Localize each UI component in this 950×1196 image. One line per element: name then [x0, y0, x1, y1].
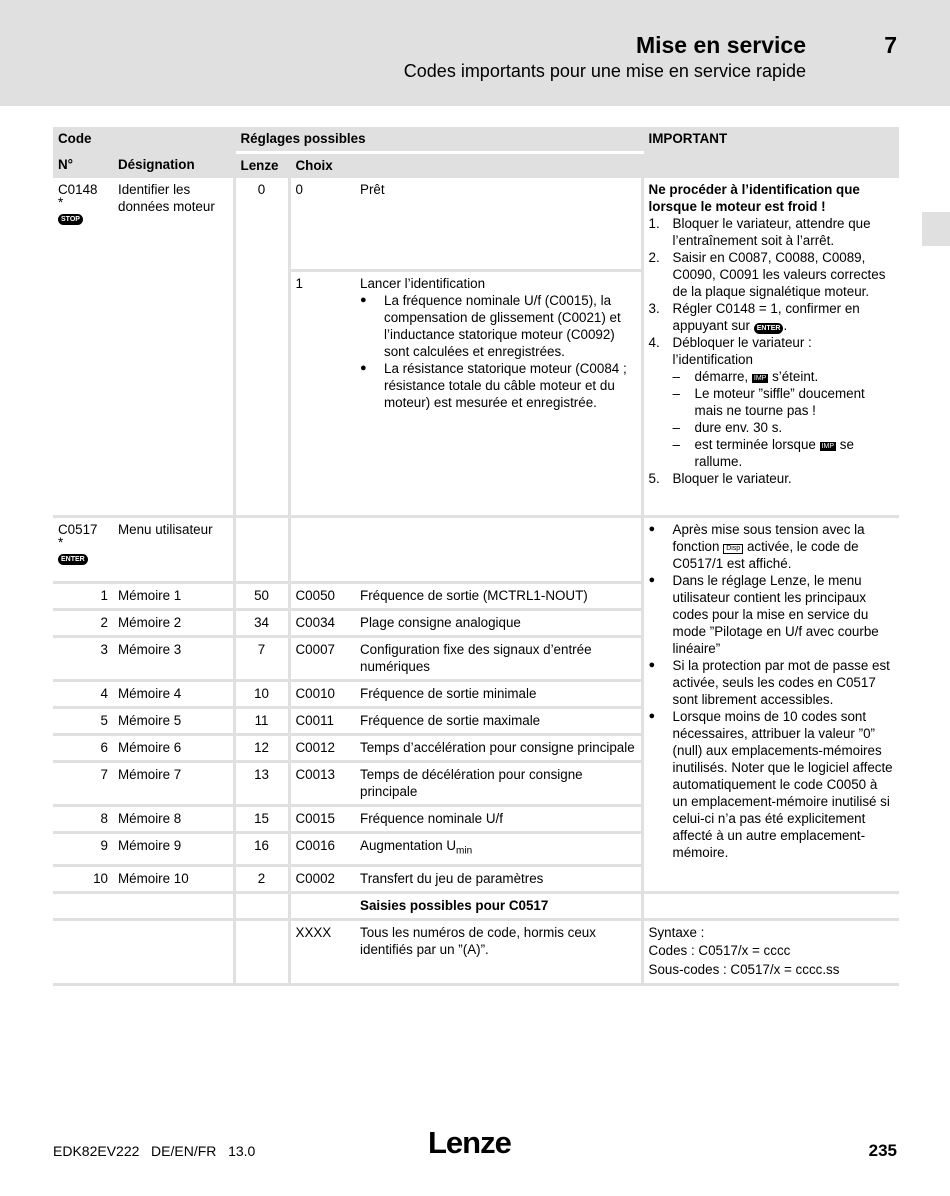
empty-cell — [234, 919, 289, 985]
memory-description: Configuration fixe des signaux d’entrée numériques — [355, 637, 642, 681]
memory-code: C0010 — [289, 681, 355, 708]
codes-table — [53, 127, 899, 986]
memory-label: Mémoire 4 — [113, 681, 234, 708]
choice-text-1 — [355, 271, 642, 517]
memory-label: Mémoire 2 — [113, 610, 234, 637]
empty-cell — [289, 892, 355, 919]
empty-cell — [642, 892, 899, 919]
memory-code: C0012 — [289, 735, 355, 762]
memory-description: Plage consigne analogique — [355, 610, 642, 637]
disp-key-icon: Disp — [723, 544, 743, 554]
header-important: IMPORTANT — [642, 127, 899, 178]
dash-mark: – — [672, 369, 680, 384]
list-item: ● Lorsque moins de 10 codes sont nécessaires, attribuer la valeur ”0” (null) aux emplacements-mémoires inutilisés. Noter que le logiciel affecte automatiquement le code C0050 à un emplacement-mémoire inutilisé si celui-ci n’a pas été explicitement affecté à un autre emplacement-mémoire. — [649, 708, 895, 861]
step-number: 2. — [648, 250, 660, 265]
memory-code: C0007 — [289, 637, 355, 681]
table-row-c0517 — [53, 517, 899, 583]
empty-cell — [53, 892, 113, 919]
memory-label: Mémoire 6 — [113, 735, 234, 762]
header-code: Code — [53, 127, 234, 153]
code-cell-c0517 — [53, 517, 113, 583]
table-row-inputs-heading — [53, 892, 899, 919]
header-lenze: Lenze — [234, 153, 289, 179]
description-subscript: min — [456, 845, 473, 857]
empty-cell — [113, 919, 234, 985]
sub-step-text: démarre, — [694, 369, 749, 384]
sub-step — [673, 368, 895, 385]
important-heading: Ne procéder à l’identification que lorsque le moteur est froid ! — [648, 182, 860, 214]
chapter-number: 7 — [884, 32, 897, 58]
inputs-heading: Saisies possibles pour C0517 — [355, 892, 642, 919]
memory-code: C0002 — [289, 865, 355, 892]
document-reference: EDK82EV222 DE/EN/FR 13.0 — [53, 1143, 256, 1159]
important-c0517 — [642, 517, 899, 893]
sub-step-text-end: se rallume. — [694, 437, 854, 469]
memory-description — [355, 833, 642, 866]
code-c0148: C0148 — [58, 182, 98, 197]
memory-label: Mémoire 9 — [113, 833, 234, 866]
stop-key-icon: STOP — [58, 214, 83, 225]
memory-number: 4 — [53, 681, 113, 708]
chapter-tab-marker — [922, 212, 950, 246]
page-header — [0, 0, 950, 106]
memory-code: C0034 — [289, 610, 355, 637]
lenze-c0148: 0 — [234, 178, 289, 517]
step-item — [649, 300, 895, 334]
memory-description: Fréquence de sortie (MCTRL1-NOUT) — [355, 583, 642, 610]
step-text: Débloquer le variateur : l’identification — [672, 335, 812, 367]
designation-c0148: Identifier les données moteur — [113, 178, 234, 517]
dash-mark: – — [672, 437, 680, 452]
table-header-row-1 — [53, 127, 899, 153]
page-number: 235 — [868, 1141, 897, 1160]
lenze-logo: Lenze — [428, 1125, 511, 1160]
designation-c0517: Menu utilisateur — [113, 517, 234, 583]
header-choice: Choix — [289, 153, 642, 179]
lenze-value: 10 — [234, 681, 289, 708]
memory-label: Mémoire 3 — [113, 637, 234, 681]
lenze-value: 7 — [234, 637, 289, 681]
syntax-line: Syntaxe : — [648, 924, 705, 940]
step-number: 5. — [648, 471, 660, 486]
syntax-cell — [642, 919, 899, 985]
lenze-value: 50 — [234, 583, 289, 610]
list-item — [649, 521, 895, 572]
choice-c0517-empty — [289, 517, 642, 583]
step-text-end: . — [783, 318, 788, 333]
step-number: 4. — [648, 335, 660, 350]
sub-step-text: Le moteur ”siffle” doucement mais ne tourne pas ! — [694, 386, 865, 418]
memory-number: 2 — [53, 610, 113, 637]
memory-label: Mémoire 10 — [113, 865, 234, 892]
table-row-c0148-opt0 — [53, 178, 899, 271]
sub-step-text-end: s’éteint. — [772, 369, 819, 384]
memory-description: Fréquence de sortie minimale — [355, 681, 642, 708]
memory-code: C0013 — [289, 762, 355, 806]
memory-number: 3 — [53, 637, 113, 681]
memory-label: Mémoire 5 — [113, 708, 234, 735]
choice-value-1: 1 — [289, 271, 355, 517]
important-c0148 — [642, 178, 899, 517]
empty-cell — [113, 892, 234, 919]
memory-code: C0016 — [289, 833, 355, 866]
syntax-line: Codes : C0517/x = cccc — [648, 943, 791, 959]
sub-step-text: dure env. 30 s. — [694, 420, 783, 435]
code-cell-c0148 — [53, 178, 113, 517]
sub-step-text: est terminée lorsque — [694, 437, 816, 452]
memory-code: C0015 — [289, 806, 355, 833]
enter-key-icon: ENTER — [58, 554, 88, 565]
lenze-value: 34 — [234, 610, 289, 637]
memory-description: Temps de décélération pour consigne principale — [355, 762, 642, 806]
imp-indicator-icon: IMP — [821, 443, 835, 450]
memory-label: Mémoire 8 — [113, 806, 234, 833]
header-settings: Réglages possibles — [234, 127, 642, 153]
step-text: Bloquer le variateur, attendre que l’entraînement soit à l’arrêt. — [672, 216, 871, 248]
page-subtitle: Codes importants pour une mise en service rapide — [403, 61, 806, 81]
step-text: Saisir en C0087, C0088, C0089, C0090, C0091 les valeurs correctes de la plaque signalétique moteur. — [672, 250, 886, 299]
step-text: Bloquer le variateur. — [672, 471, 792, 486]
lenze-value: 2 — [234, 865, 289, 892]
bullet-text-end: activée, le code de C0517/1 est affiché. — [672, 539, 859, 571]
step-text: Régler C0148 = 1, confirmer en appuyant sur — [672, 301, 860, 333]
memory-number: 10 — [53, 865, 113, 892]
enter-key-icon: ENTER — [754, 323, 784, 334]
memory-code: C0050 — [289, 583, 355, 610]
memory-number: 7 — [53, 762, 113, 806]
memory-label: Mémoire 1 — [113, 583, 234, 610]
sub-step — [673, 419, 895, 436]
code-star: * — [58, 535, 64, 550]
table-row-xxxx — [53, 919, 899, 985]
step-number: 1. — [648, 216, 660, 231]
step-number: 3. — [648, 301, 660, 316]
syntax-line: Sous-codes : C0517/x = cccc.ss — [648, 961, 840, 977]
choice-label: Lancer l’identification — [360, 276, 486, 291]
list-item: ● Dans le réglage Lenze, le menu utilisateur contient les principaux codes pour la mise en service du mode ”Pilotage en U/f avec courbe linéaire” — [649, 572, 895, 657]
code-star: * — [58, 195, 64, 210]
step-item — [649, 470, 895, 487]
header-designation: Désignation — [113, 153, 234, 179]
choice-text-0: Prêt — [355, 178, 642, 271]
list-item: ● La résistance statorique moteur (C0084 ; résistance totale du câble moteur et du moteur) est mesurée et enregistrée. — [360, 360, 636, 411]
step-item — [649, 215, 895, 249]
memory-number: 1 — [53, 583, 113, 610]
memory-number: 6 — [53, 735, 113, 762]
sub-step — [673, 436, 895, 470]
step-item — [649, 249, 895, 300]
sub-step — [673, 385, 895, 419]
memory-number: 5 — [53, 708, 113, 735]
memory-description: Fréquence de sortie maximale — [355, 708, 642, 735]
lenze-value: 16 — [234, 833, 289, 866]
page-title: Mise en service — [635, 32, 806, 58]
lenze-value: 11 — [234, 708, 289, 735]
xxxx-code: XXXX — [289, 919, 355, 985]
list-item: ● La fréquence nominale U/f (C0015), la compensation de glissement (C0021) et l’inductance statorique moteur (C0092) sont calculées et enregistrées. — [360, 292, 636, 360]
imp-indicator-icon: IMP — [753, 375, 767, 382]
memory-description: Temps d’accélération pour consigne principale — [355, 735, 642, 762]
list-item: ● Si la protection par mot de passe est activée, seuls les codes en C0517 sont librement accessibles. — [649, 657, 895, 708]
choice-value-0: 0 — [289, 178, 355, 271]
dash-mark: – — [672, 386, 680, 401]
memory-description: Fréquence nominale U/f — [355, 806, 642, 833]
xxxx-description: Tous les numéros de code, hormis ceux identifiés par un ”(A)”. — [355, 919, 642, 985]
memory-code: C0011 — [289, 708, 355, 735]
memory-label: Mémoire 7 — [113, 762, 234, 806]
dash-mark: – — [672, 420, 680, 435]
lenze-value: 12 — [234, 735, 289, 762]
header-no: N° — [53, 153, 113, 179]
empty-cell — [53, 919, 113, 985]
step-item — [649, 334, 895, 470]
code-c0517: C0517 — [58, 522, 98, 537]
empty-cell — [234, 892, 289, 919]
memory-description: Transfert du jeu de paramètres — [355, 865, 642, 892]
memory-number: 8 — [53, 806, 113, 833]
lenze-value: 15 — [234, 806, 289, 833]
bullet-text: Après mise sous tension avec la fonction — [672, 522, 865, 554]
lenze-value: 13 — [234, 762, 289, 806]
memory-number: 9 — [53, 833, 113, 866]
lenze-c0517-empty — [234, 517, 289, 583]
description-main: Augmentation U — [360, 838, 457, 853]
